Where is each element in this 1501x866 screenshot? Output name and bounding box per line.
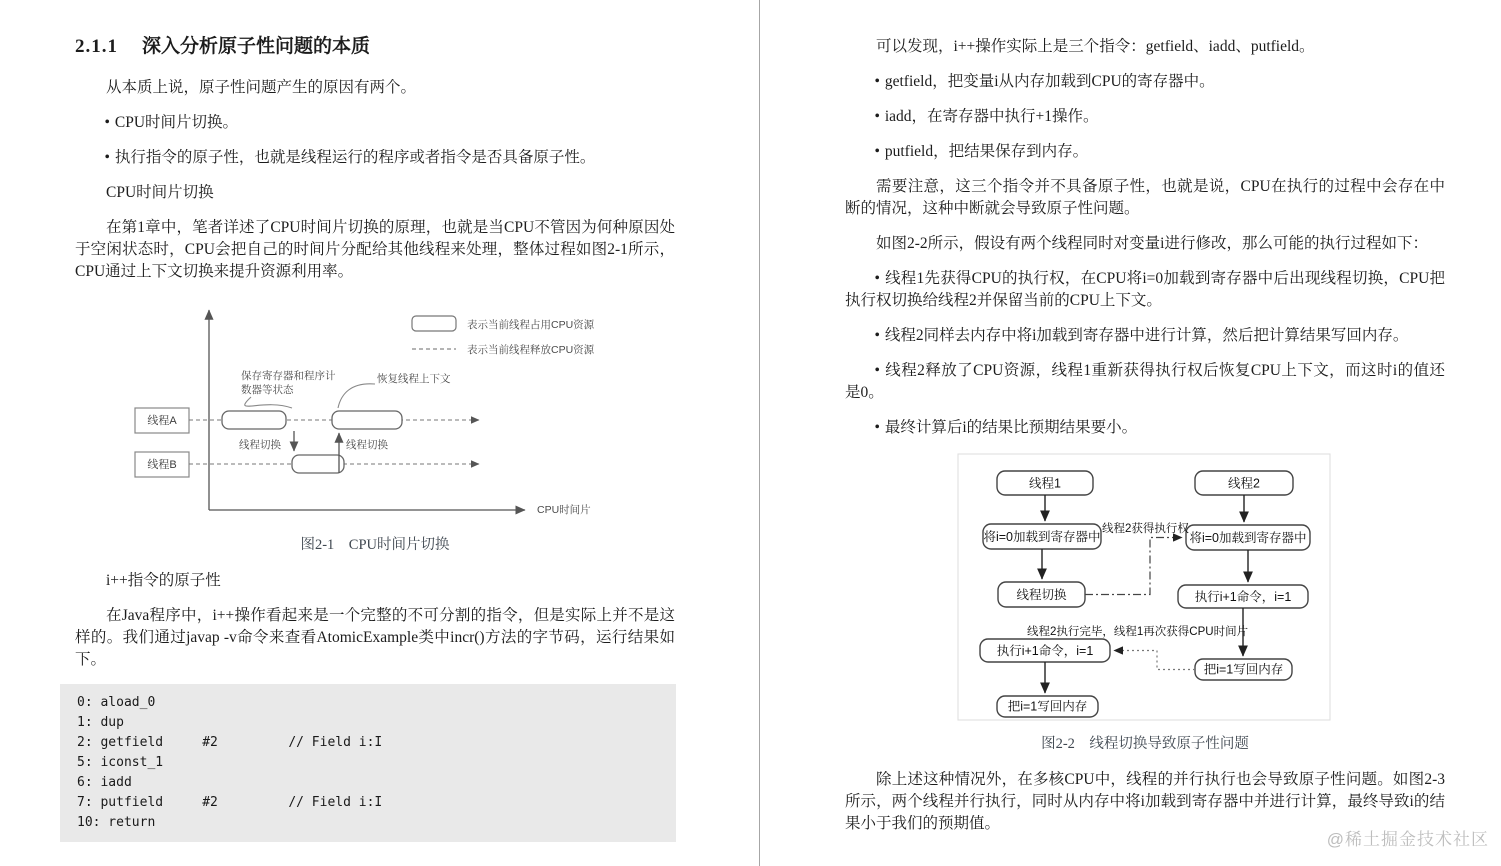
- bullet-marker: •: [874, 108, 880, 125]
- thread-a-run-block-1: [222, 411, 286, 429]
- bullet-marker: •: [104, 114, 110, 131]
- paragraph-figure2-intro: 如图2-2所示，假设有两个线程同时对变量i进行修改，那么可能的执行过程如下：: [876, 235, 1428, 252]
- bullet-marker: •: [874, 419, 880, 436]
- bullet-marker: •: [104, 149, 110, 166]
- annotation-restore-context: [338, 372, 451, 408]
- write-right-label: 把i=1写回内存: [1203, 662, 1284, 677]
- bullet-getfield: [845, 71, 1445, 93]
- switch-label-left: 线程切换: [239, 439, 281, 451]
- regain-cpu-label: 线程2执行完毕，线程1再次获得CPU时间片: [1027, 626, 1249, 638]
- subhead-cpu-timeslice: CPU时间片切换: [106, 184, 214, 201]
- code-line: 2: getfield #2 // Field i:I: [77, 735, 383, 750]
- section-number: 2.1.1: [75, 36, 118, 57]
- thread-a-row: [135, 408, 479, 433]
- juejin-watermark: @稀土掘金技术社区: [1326, 830, 1489, 849]
- svg-text:数器等状态: 数器等状态: [241, 384, 294, 396]
- switch-label-right: 线程切换: [346, 439, 388, 451]
- bullet-instruction-atomicity: [75, 147, 675, 169]
- bullet-putfield: [845, 141, 1445, 163]
- thread-b-run-block: [292, 455, 344, 473]
- left-page: [75, 30, 675, 842]
- bytecode-listing: [60, 684, 676, 842]
- exec-right-label: 执行i+1命令，i=1: [1194, 590, 1292, 604]
- paragraph-cpu-timeslice: 在第1章中，笔者详述了CPU时间片切换的原理，也就是当CPU不管因为何种原因处于空闲状态时，CPU会把自己的时间片分配给其他线程来处理，整体过程如图2-1所示，CPU通过上下文切换来提升资源利用率。: [75, 219, 675, 280]
- axes: [209, 310, 525, 510]
- write-left-label: 把i=1写回内存: [1007, 699, 1088, 714]
- paragraph-intro: 从本质上说，原子性问题产生的原因有两个。: [106, 79, 417, 96]
- gain-execution-label: 线程2获得执行权: [1102, 523, 1189, 535]
- load-left-label: 将i=0加载到寄存器中: [983, 530, 1101, 544]
- section-title: 深入分析原子性问题的本质: [142, 36, 371, 57]
- figure-cpu-timeslice: [75, 296, 675, 528]
- x-axis-label: CPU时间片: [537, 504, 591, 516]
- bullet-cpu-timeslice: [75, 112, 675, 134]
- thread-a-run-block-2: [332, 411, 402, 429]
- bullet-iadd: [845, 106, 1445, 128]
- bullet-text: 执行指令的原子性，也就是线程运行的程序或者指令是否具备原子性。: [114, 149, 596, 166]
- code-line: 10: return: [77, 815, 156, 830]
- annotation-save-context: [241, 369, 336, 408]
- code-line: 5: iconst_1: [77, 755, 164, 770]
- bullet-final-result: [845, 417, 1445, 439]
- bullet-marker: •: [874, 327, 880, 344]
- code-line: 6: iadd: [77, 775, 132, 790]
- bullet-thread2-releases: [845, 360, 1445, 404]
- load-right-label: 将i=0加载到寄存器中: [1189, 531, 1307, 545]
- figure-thread-switch: [845, 452, 1445, 727]
- exec-left-label: 执行i+1命令，i=1: [996, 644, 1094, 658]
- code-line: 7: putfield #2 // Field i:I: [77, 795, 383, 810]
- bullet-text: CPU时间片切换。: [114, 114, 239, 131]
- thread-a-label: 线程A: [147, 415, 177, 427]
- bullet-thread2-computes: [845, 325, 1445, 347]
- paragraph-three-instructions: 可以发现，i++操作实际上是三个指令：getfield、iadd、putfield。: [876, 38, 1315, 55]
- bullet-marker: •: [874, 143, 880, 160]
- bullet-text: 最终计算后i的结果比预期结果要小。: [884, 419, 1138, 436]
- paragraph-note-atomicity: 需要注意，这三个指令并不具备原子性，也就是说，CPU在执行的过程中会存在中断的情况，这种中断就会导致原子性问题。: [845, 178, 1445, 217]
- thread1-label: 线程1: [1029, 476, 1061, 491]
- section-heading: [75, 34, 675, 59]
- figure-2-2-caption: 图2-2 线程切换导致原子性问题: [1041, 736, 1249, 752]
- paragraph-ipp: 在Java程序中，i++操作看起来是一个完整的不可分割的指令，但是实际上并不是这样的。我们通过javap -v命令来查看AtomicExample类中incr()方法的字节码，运行结果如下。: [75, 607, 675, 668]
- svg-text:保存寄存器和程序计: 保存寄存器和程序计: [241, 370, 336, 382]
- thread2-label: 线程2: [1228, 476, 1260, 491]
- bullet-text: putfield，把结果保存到内存。: [884, 143, 1089, 160]
- legend-release-label: 表示当前线程释放CPU资源: [467, 344, 595, 356]
- subhead-ipp-atomicity: i++指令的原子性: [106, 572, 221, 589]
- legend-occupy-icon: [412, 316, 456, 331]
- regain-cpu-connector: [1114, 651, 1195, 670]
- legend: [412, 316, 595, 356]
- right-page: [845, 30, 1445, 848]
- bullet-text: 线程1先获得CPU的执行权，在CPU将i=0加载到寄存器中后出现线程切换，CPU把执行权切换给线程2并保留当前的CPU上下文。: [845, 270, 1445, 309]
- bullet-text: 线程2释放了CPU资源，线程1重新获得执行权后恢复CPU上下文，而这时i的值还是0。: [845, 362, 1445, 401]
- bullet-marker: •: [874, 270, 880, 287]
- bullet-thread1-gets-cpu: [845, 268, 1445, 312]
- thread-switch-label: 线程切换: [1016, 588, 1067, 602]
- legend-occupy-label: 表示当前线程占用CPU资源: [467, 319, 595, 331]
- bullet-marker: •: [874, 73, 880, 90]
- bullet-marker: •: [874, 362, 880, 379]
- bullet-text: 线程2同样去内存中将i加载到寄存器中进行计算，然后把计算结果写回内存。: [884, 327, 1409, 344]
- code-line: 0: aload_0: [77, 695, 156, 710]
- svg-text:恢复线程上下文: 恢复线程上下文: [377, 373, 451, 385]
- bullet-text: getfield，把变量i从内存加载到CPU的寄存器中。: [884, 73, 1215, 90]
- code-line: 1: dup: [77, 715, 124, 730]
- bullet-text: iadd，在寄存器中执行+1操作。: [884, 108, 1099, 125]
- page-divider: [759, 0, 760, 866]
- paragraph-multicore: 除上述这种情况外，在多核CPU中，线程的并行执行也会导致原子性问题。如图2-3所示，两个线程并行执行，同时从内存中将i加载到寄存器中并进行计算，最终导致i的结果小于我们的预期值。: [845, 771, 1445, 832]
- thread-b-row: [135, 452, 479, 477]
- thread-b-label: 线程B: [147, 459, 177, 471]
- figure-2-1-caption: 图2-1 CPU时间片切换: [300, 537, 450, 553]
